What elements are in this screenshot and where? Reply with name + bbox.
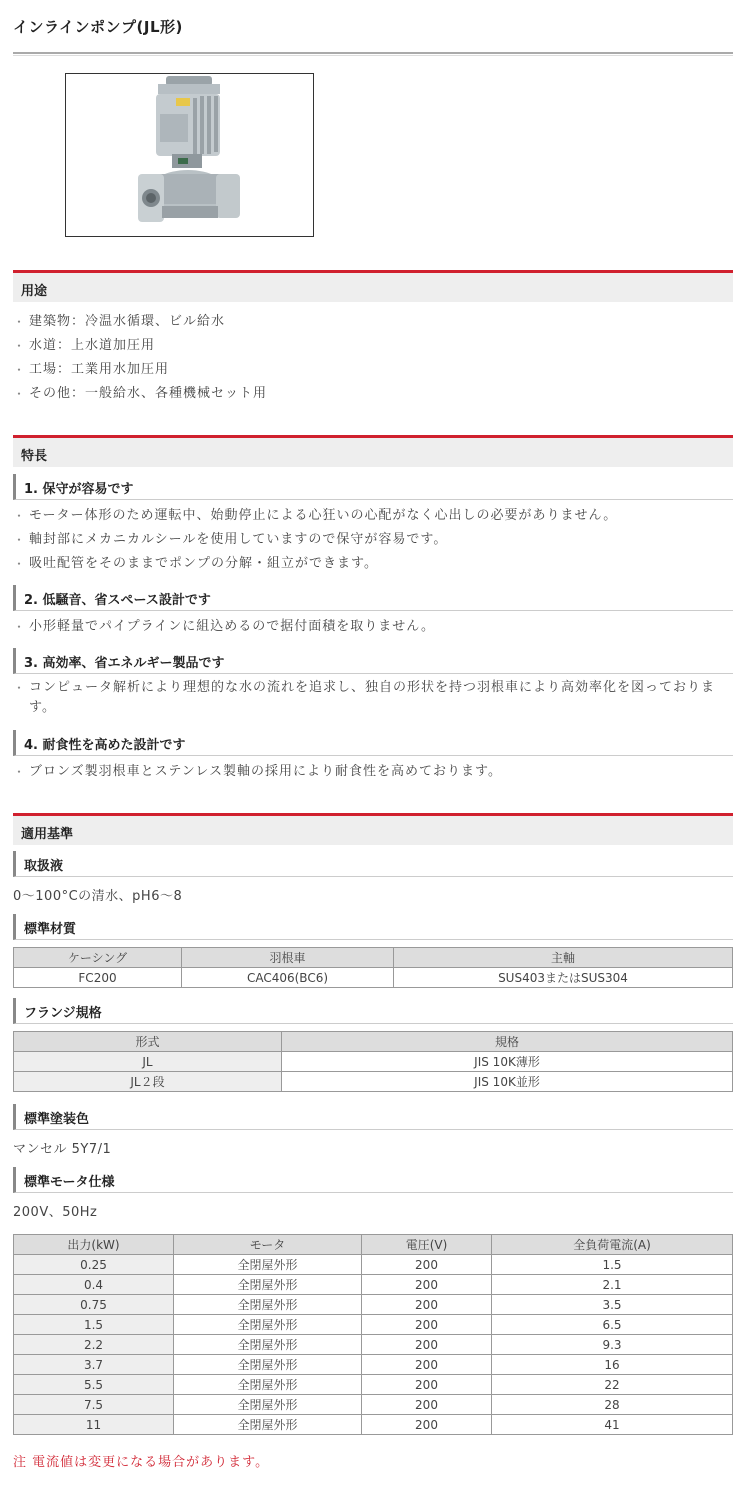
table-cell: 2.2 (14, 1335, 174, 1355)
paint-heading (13, 1104, 733, 1130)
product-image (65, 73, 314, 237)
table-cell: 41 (492, 1415, 733, 1435)
liquid-text: 0～100°Cの清水、pH6～8 (13, 889, 183, 904)
list-item: ・ 小形軽量でパイプラインに組込めるので据付面積を取りません。 (13, 615, 733, 639)
list-item: ・ 建築物：冷温水循環、ビル給水 (13, 310, 733, 334)
table-cell: 9.3 (492, 1335, 733, 1355)
feature-4-heading (13, 730, 733, 756)
table-cell: JL２段 (14, 1072, 282, 1092)
table-cell: 1.5 (492, 1255, 733, 1275)
column-header: 出力(kW) (14, 1235, 174, 1255)
list-item: ・ ブロンズ製羽根車とステンレス製軸の採用により耐食性を高めております。 (13, 760, 733, 784)
table-cell: 全閉屋外形 (174, 1315, 362, 1335)
material-title: 標準材質 (24, 922, 77, 937)
material-heading (13, 914, 733, 940)
feature-2-heading (13, 585, 733, 611)
feature-4-list (13, 760, 733, 784)
table-cell: 200 (362, 1355, 492, 1375)
table-cell: 200 (362, 1255, 492, 1275)
table-row (14, 1355, 733, 1375)
column-header: 羽根車 (182, 948, 394, 968)
table-cell: 全閉屋外形 (174, 1255, 362, 1275)
table-row (14, 1295, 733, 1315)
table-cell: 全閉屋外形 (174, 1295, 362, 1315)
table-header-row (14, 1235, 733, 1255)
table-cell: 16 (492, 1355, 733, 1375)
usage-list (13, 310, 733, 406)
table-cell: 200 (362, 1335, 492, 1355)
list-item: ・ 工場：工業用水加圧用 (13, 358, 733, 382)
page-title: インラインポンプ(JL形) (13, 18, 183, 36)
table-cell: 5.5 (14, 1375, 174, 1395)
usage-heading: 用途 (21, 284, 48, 299)
column-header: 主軸 (394, 948, 733, 968)
table-row (14, 1072, 733, 1092)
list-item: ・ 水道：上水道加圧用 (13, 334, 733, 358)
feature-3-list (13, 678, 733, 718)
table-cell: JIS 10K薄形 (282, 1052, 733, 1072)
table-row (14, 1315, 733, 1335)
table-header-row (14, 948, 733, 968)
table-cell: 200 (362, 1395, 492, 1415)
standards-section-header (13, 813, 733, 845)
table-cell: 3.7 (14, 1355, 174, 1375)
table-cell: 2.1 (492, 1275, 733, 1295)
table-header-row (14, 1032, 733, 1052)
feature-title: 2. 低騒音、省スペース設計です (24, 593, 211, 608)
list-item: ・ モーター体形のため運転中、始動停止による心狂いの心配がなく心出しの必要がありません。 (13, 504, 733, 528)
flange-heading (13, 998, 733, 1024)
table-cell: 11 (14, 1415, 174, 1435)
table-cell: 全閉屋外形 (174, 1375, 362, 1395)
table-row (14, 1275, 733, 1295)
table-row (14, 1255, 733, 1275)
flange-title: フランジ規格 (24, 1006, 102, 1021)
feature-2-list (13, 615, 733, 639)
table-cell: 6.5 (492, 1315, 733, 1335)
table-cell: 200 (362, 1315, 492, 1335)
features-section-header (13, 435, 733, 467)
material-table (13, 947, 733, 988)
table-row (14, 968, 733, 988)
usage-section-header (13, 270, 733, 302)
table-cell: JL (14, 1052, 282, 1072)
paint-text: マンセル 5Y7/1 (13, 1142, 112, 1157)
table-cell: 200 (362, 1415, 492, 1435)
table-cell: 200 (362, 1295, 492, 1315)
motor-table-body (14, 1255, 733, 1435)
column-header: 全負荷電流(A) (492, 1235, 733, 1255)
table-cell: 3.5 (492, 1295, 733, 1315)
list-item: ・ 軸封部にメカニカルシールを使用していますので保守が容易です。 (13, 528, 733, 552)
feature-title: 3. 高効率、省エネルギー製品です (24, 656, 225, 671)
table-row (14, 1375, 733, 1395)
table-cell: 0.4 (14, 1275, 174, 1295)
list-item: ・ 吸吐配管をそのままでポンプの分解・組立ができます。 (13, 552, 733, 576)
column-header: ケーシング (14, 948, 182, 968)
paint-title: 標準塗装色 (24, 1112, 90, 1127)
title-divider (13, 52, 733, 56)
motor-text: 200V、50Hz (13, 1205, 98, 1220)
list-item: ・ コンピュータ解析により理想的な水の流れを追求し、独自の形状を持つ羽根車により高効率化を図っております。 (13, 678, 733, 718)
table-cell: 全閉屋外形 (174, 1275, 362, 1295)
table-cell: 0.75 (14, 1295, 174, 1315)
table-cell: 全閉屋外形 (174, 1355, 362, 1375)
pump-illustration (66, 74, 313, 236)
features-heading: 特長 (21, 449, 48, 464)
motor-heading (13, 1167, 733, 1193)
table-cell: 22 (492, 1375, 733, 1395)
table-cell: 全閉屋外形 (174, 1415, 362, 1435)
flange-table (13, 1031, 733, 1092)
column-header: モータ (174, 1235, 362, 1255)
table-cell: FC200 (14, 968, 182, 988)
feature-title: 4. 耐食性を高めた設計です (24, 738, 186, 753)
column-header: 形式 (14, 1032, 282, 1052)
column-header: 電圧(V) (362, 1235, 492, 1255)
feature-3-heading (13, 648, 733, 674)
table-cell: 全閉屋外形 (174, 1395, 362, 1415)
table-cell: 200 (362, 1275, 492, 1295)
table-row (14, 1395, 733, 1415)
column-header: 規格 (282, 1032, 733, 1052)
liquid-title: 取扱液 (24, 859, 64, 874)
table-cell: 28 (492, 1395, 733, 1415)
list-item: ・ その他：一般給水、各種機械セット用 (13, 382, 733, 406)
feature-1-list (13, 504, 733, 576)
feature-title: 1. 保守が容易です (24, 482, 134, 497)
footnote: 注 電流値は変更になる場合があります。 (13, 1455, 270, 1470)
table-cell: SUS403またはSUS304 (394, 968, 733, 988)
table-cell: 200 (362, 1375, 492, 1395)
table-cell: JIS 10K並形 (282, 1072, 733, 1092)
table-row (14, 1335, 733, 1355)
motor-table (13, 1234, 733, 1435)
table-row (14, 1415, 733, 1435)
table-cell: 全閉屋外形 (174, 1335, 362, 1355)
table-cell: 7.5 (14, 1395, 174, 1415)
table-cell: 1.5 (14, 1315, 174, 1335)
liquid-heading (13, 851, 733, 877)
table-row (14, 1052, 733, 1072)
feature-1-heading (13, 474, 733, 500)
table-cell: CAC406(BC6) (182, 968, 394, 988)
table-cell: 0.25 (14, 1255, 174, 1275)
standards-heading: 適用基準 (21, 827, 74, 842)
motor-title: 標準モータ仕様 (24, 1175, 115, 1190)
